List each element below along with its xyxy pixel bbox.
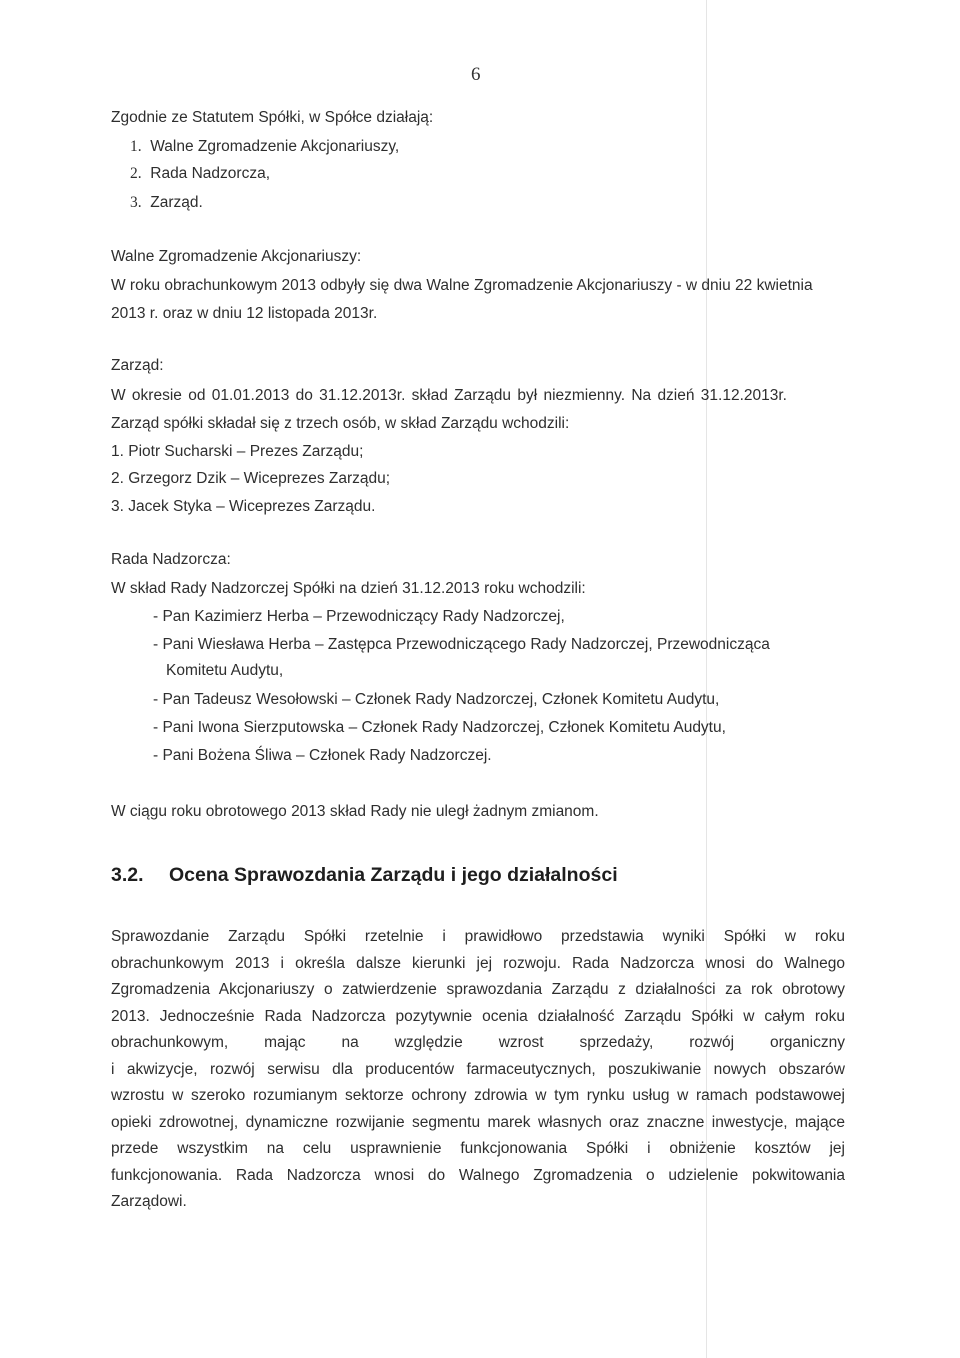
rada-member: - Pan Kazimierz Herba – Przewodniczący Rady Nadzorczej, [153, 608, 565, 625]
section-title: Ocena Sprawozdania Zarządu i jego działalności [169, 864, 618, 886]
rada-closing: W ciągu roku obrotowego 2013 skład Rady nie uległ żadnym zmianom. [111, 803, 599, 820]
rada-member: - Pani Iwona Sierzputowska – Członek Rady Nadzorczej, Członek Komitetu Audytu, [153, 719, 726, 736]
rada-member: - Pan Tadeusz Wesołowski – Członek Rady Nadzorczej, Członek Komitetu Audytu, [153, 691, 720, 708]
paragraph-line: i akwizycje, rozwój serwisu dla producentów farmaceutycznych, poszukiwanie nowych obszarów [111, 1060, 845, 1078]
zarzad-heading: Zarząd: [111, 357, 164, 374]
zarzad-member: 3. Jacek Styka – Wiceprezes Zarządu. [111, 498, 376, 515]
section-heading [111, 864, 618, 887]
intro-text: Zgodnie ze Statutem Spółki, w Spółce działają: [111, 109, 434, 126]
intro-item [130, 137, 399, 157]
paragraph-line: przede wszystkim na celu usprawnienie funkcjonowania Spółki i obniżenie kosztów jej [111, 1140, 845, 1157]
paragraph-line: opieki zdrowotnej, dynamiczne rozwijanie segmentu marek własnych oraz znaczne inwestycje, mające [111, 1113, 845, 1131]
zarzad-line: W okresie od 01.01.2013 do 31.12.2013r. skład Zarządu był niezmienny. Na dzień 31.12.2013r. [111, 387, 787, 404]
walne-heading: Walne Zgromadzenie Akcjonariuszy: [111, 248, 362, 265]
paragraph-line: Sprawozdanie Zarządu Spółki rzetelnie i prawidłowo przedstawia wyniki Spółki w roku [111, 928, 845, 945]
rada-member: - Pani Wiesława Herba – Zastępca Przewodniczącego Rady Nadzorczej, Przewodnicząca [153, 636, 770, 653]
intro-item-text: Zarząd. [150, 194, 203, 211]
intro-item-number: 3. [130, 194, 142, 211]
rada-heading: Rada Nadzorcza: [111, 551, 231, 568]
intro-item-number: 1. [130, 138, 142, 155]
paragraph-line: 2013. Jednocześnie Rada Nadzorcza pozytywnie ocenia działalność Zarządu Spółki w całym roku [111, 1007, 845, 1025]
section-number: 3.2. [111, 864, 144, 886]
page-number: 6 [471, 64, 481, 85]
paragraph-line: Zgromadzenia Akcjonariuszy o zatwierdzenie sprawozdania Zarządu z działalności za rok obrotowy [111, 981, 845, 998]
paragraph-line: funkcjonowania. Rada Nadzorcza wnosi do Walnego Zgromadzenia o udzielenie pokwitowania [111, 1166, 845, 1184]
paragraph-line: obrachunkowym 2013 i określa dalsze kierunki jej rozwoju. Rada Nadzorcza wnosi do Walnego [111, 954, 845, 972]
intro-item [130, 193, 203, 213]
zarzad-member: 1. Piotr Sucharski – Prezes Zarządu; [111, 443, 364, 460]
assessment-paragraph [111, 924, 845, 1216]
rada-member: - Pani Bożena Śliwa – Członek Rady Nadzorczej. [153, 747, 492, 764]
paragraph-line: obrachunkowym, mając na względzie wzrost sprzedaży, rozwój organiczny [111, 1034, 845, 1051]
zarzad-line: Zarząd spółki składał się z trzech osób, w skład Zarządu wchodzili: [111, 415, 570, 432]
rada-intro: W skład Rady Nadzorczej Spółki na dzień 31.12.2013 roku wchodzili: [111, 580, 586, 597]
walne-line: 2013 r. oraz w dniu 12 listopada 2013r. [111, 305, 378, 322]
intro-item-text: Rada Nadzorcza, [150, 165, 271, 182]
intro-item-number: 2. [130, 165, 142, 182]
paragraph-line: wzrostu w szeroko rozumianym sektorze ochrony zdrowia w tym rynku usług w ramach podstawowej [111, 1087, 845, 1104]
zarzad-member: 2. Grzegorz Dzik – Wiceprezes Zarządu; [111, 470, 391, 487]
intro-item [130, 164, 270, 184]
paragraph-line: Zarządowi. [111, 1193, 187, 1210]
walne-line: W roku obrachunkowym 2013 odbyły się dwa Walne Zgromadzenie Akcjonariuszy - w dniu 22 kwietnia [111, 277, 813, 294]
rada-member-continuation: Komitetu Audytu, [166, 662, 284, 679]
intro-item-text: Walne Zgromadzenie Akcjonariuszy, [150, 138, 400, 155]
